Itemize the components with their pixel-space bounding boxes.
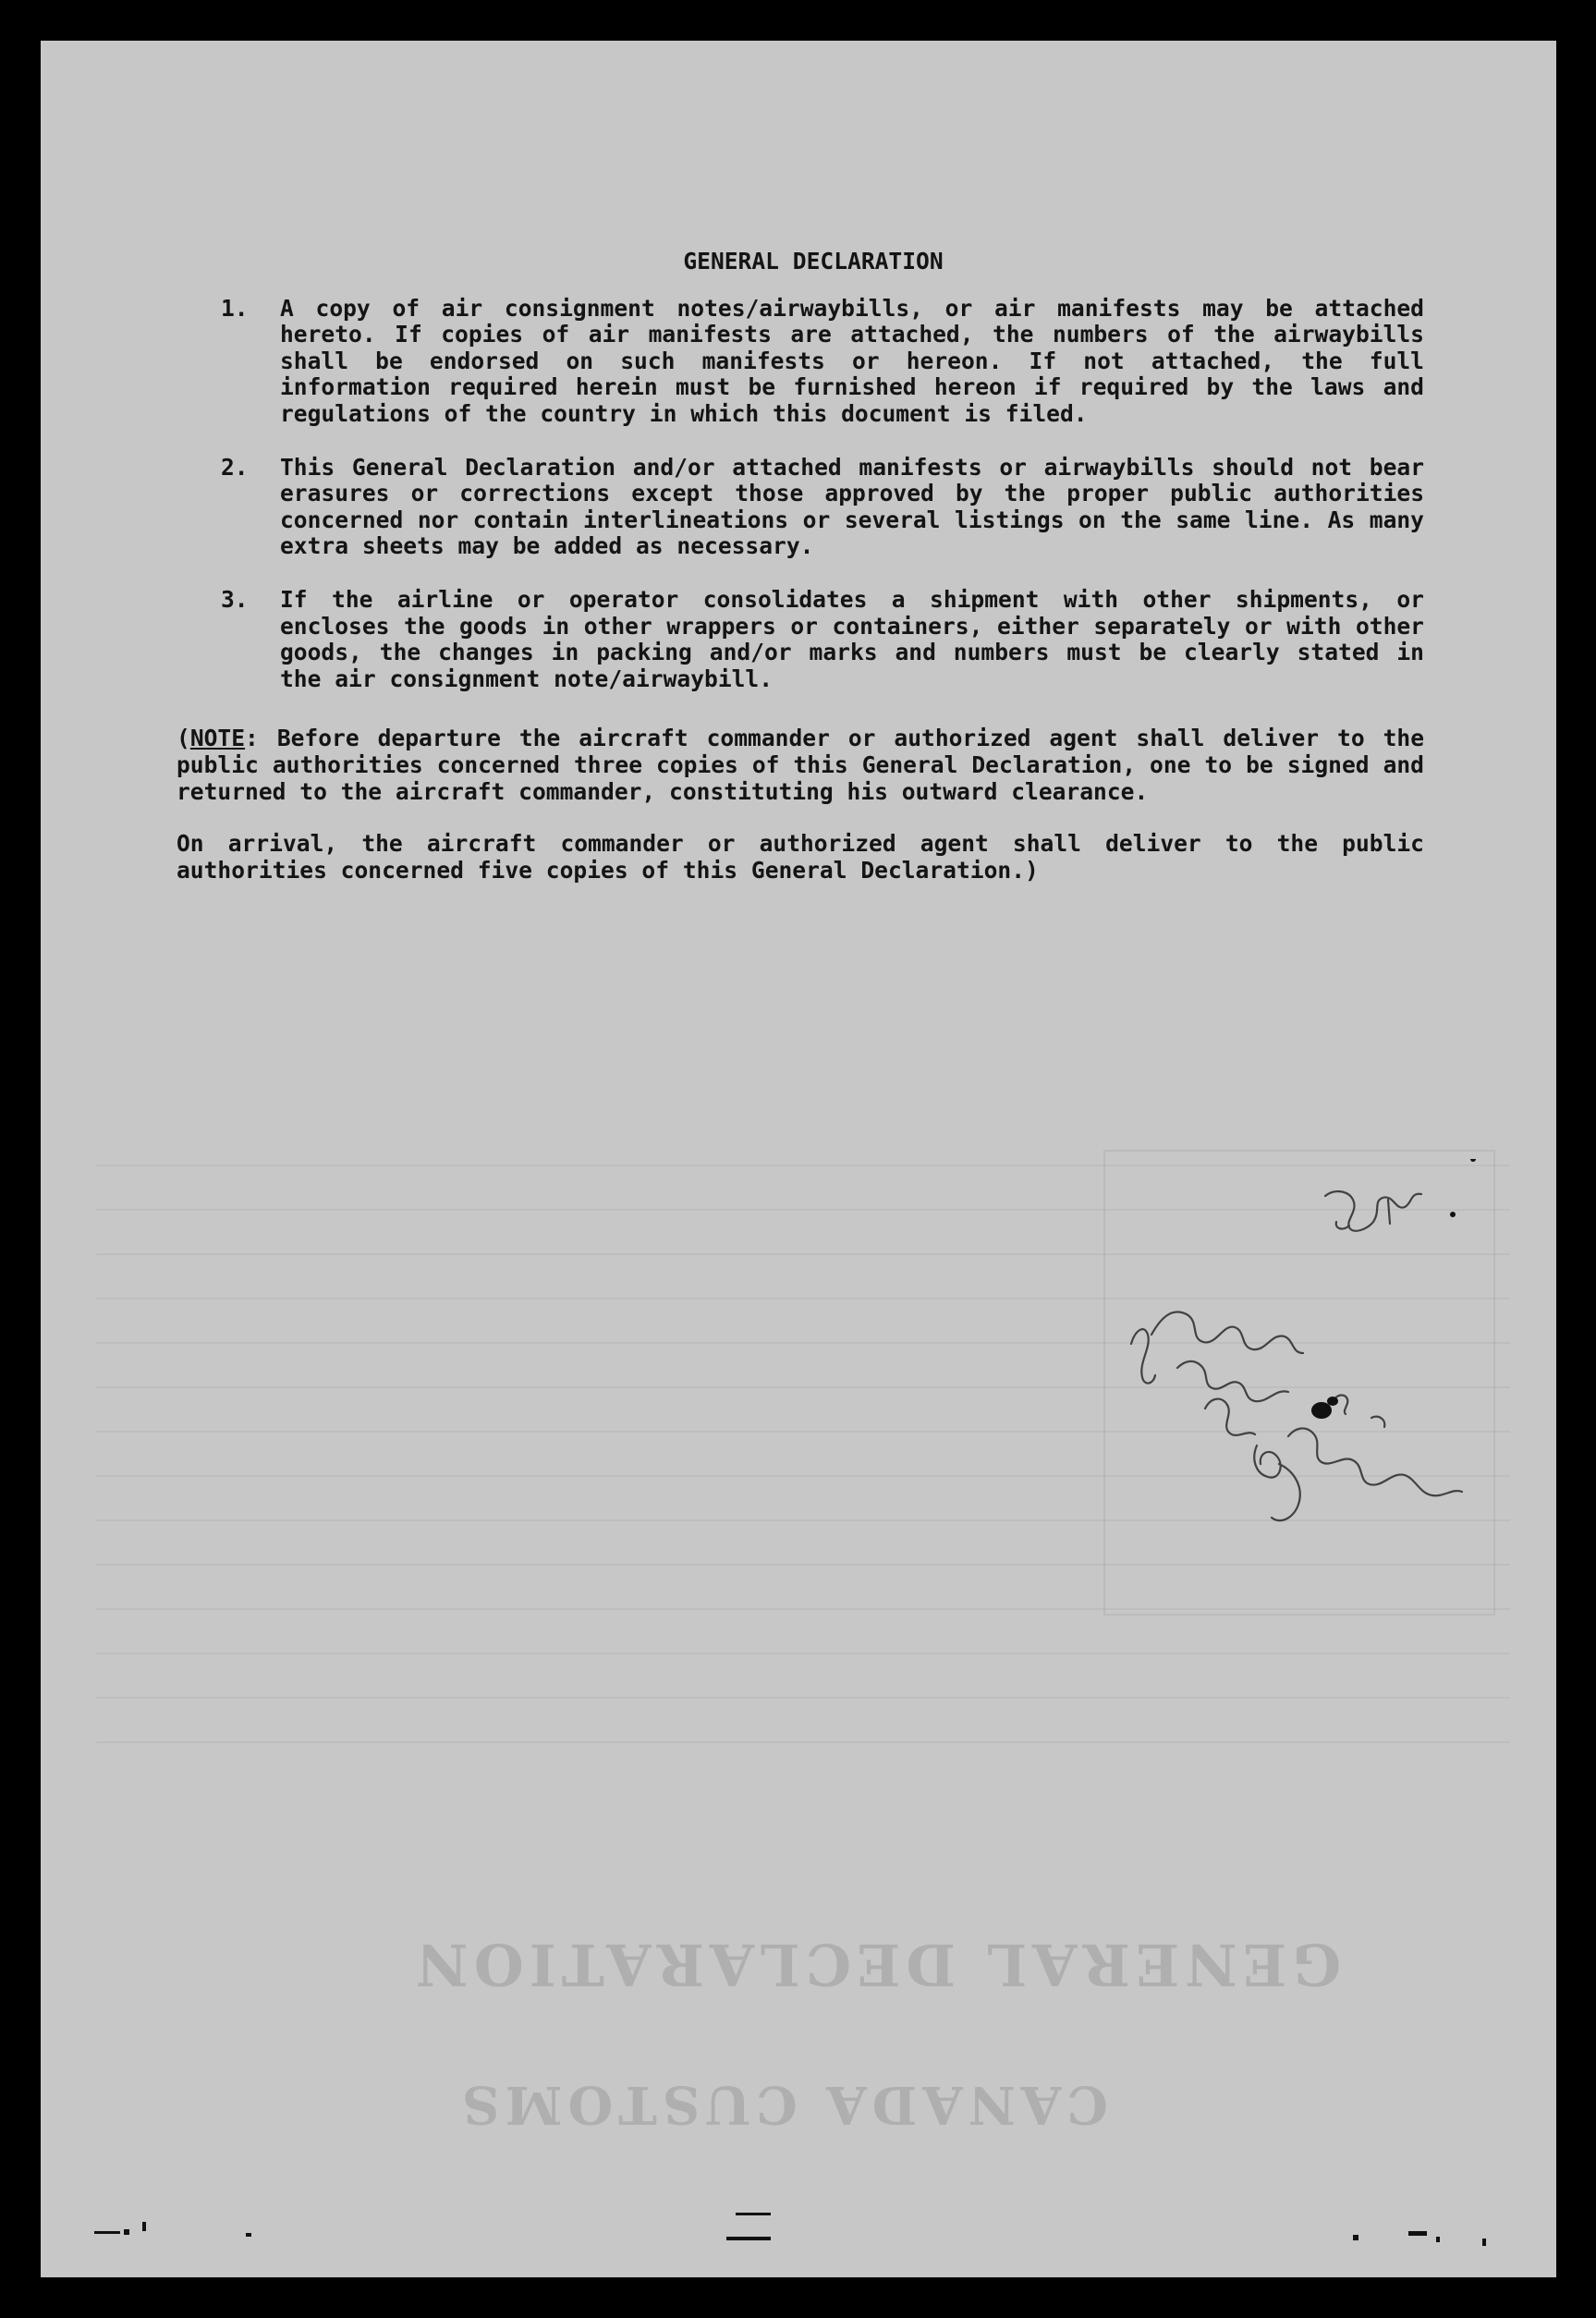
item-text: A copy of air consignment notes/airwaybills, or air manifests may be attached hereto. If copies of air manifests are attached, the numbers of the airwaybills shall be endorsed on such manifests or hereon. If not attached, the full information required herein must be furnished hereon if required by the laws and regulations of the country in which this document is filed. <box>280 294 1424 427</box>
item-text: If the airline or operator consolidates a shipment with other shipments, or encloses the goods in other wrappers or containers, either separately or with other goods, the changes in packing and/or marks and numbers must be clearly stated in the air consignment note/airwaybill. <box>280 585 1424 692</box>
list-item <box>177 455 1424 560</box>
item-text: This General Declaration and/or attached manifests or airwaybills should not bear erasures or corrections except those approved by the proper public authorities concerned nor contain interlineations or several listings on the same line. As many extra sheets may be added as necessary. <box>280 453 1424 560</box>
arrival-paragraph: On arrival, the aircraft commander or authorized agent shall deliver to the public authorities concerned five copies of this General Declaration.) <box>177 830 1424 884</box>
page-title: GENERAL DECLARATION <box>683 248 944 274</box>
note-open-paren: ( <box>177 725 190 752</box>
reverse-side-header: CANADA CUSTOMS <box>457 2074 1108 2135</box>
item-number: 2. <box>221 453 249 481</box>
document-page <box>41 41 1556 2277</box>
declaration-content <box>177 249 1424 884</box>
note-label: NOTE <box>189 725 246 752</box>
item-number: 1. <box>221 294 249 322</box>
reverse-side-heading: GENERAL DECLARATION <box>410 1931 1342 1998</box>
item-number: 3. <box>221 585 249 613</box>
scan-speck-marks-icon <box>41 2203 1556 2259</box>
list-item <box>177 296 1424 428</box>
note-text: Before departure the aircraft commander or authorized agent shall deliver to the public authorities concerned three copies of this General Declaration, one to be signed and returned to the aircraft commander, constituting his outward clearance. <box>177 725 1424 805</box>
handwritten-signature-stamp-icon <box>1094 1159 1556 1593</box>
list-item <box>177 587 1424 692</box>
note-paragraph <box>177 726 1424 805</box>
note-colon: : <box>245 725 259 752</box>
